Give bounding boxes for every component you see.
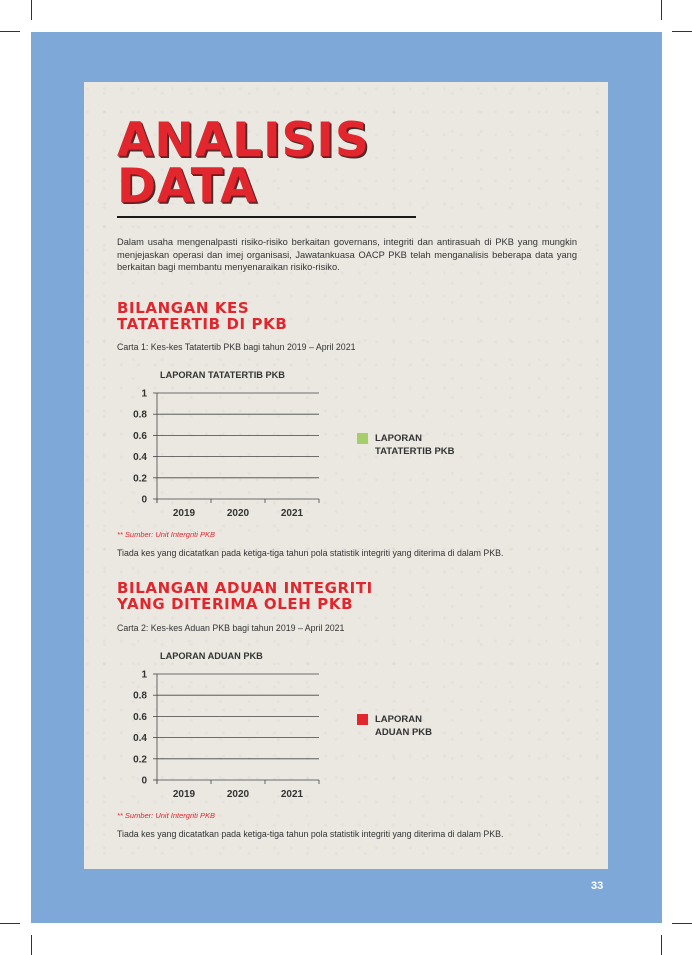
chart1-legend: [357, 432, 455, 458]
title-underline: [117, 216, 416, 218]
x-tick-label: 2019: [172, 789, 196, 800]
section1-heading: [117, 300, 287, 332]
crop-mark: [661, 0, 662, 20]
crop-mark: [0, 31, 20, 32]
crop-mark: [672, 31, 692, 32]
section2-note: Tiada kes yang dicatatkan pada ketiga-tiga tahun pola statistik integriti yang diterima di dalam PKB.: [117, 829, 504, 839]
crop-mark: [31, 0, 32, 20]
chart2-legend-swatch: [357, 714, 368, 725]
crop-mark: [31, 935, 32, 955]
section1-source: ** Sumber: Unit Intergriti PKB: [117, 530, 215, 539]
y-tick-label: 0.8: [133, 409, 147, 421]
y-tick-label: 1: [141, 669, 147, 681]
x-tick-label: 2021: [280, 789, 304, 800]
crop-mark: [661, 935, 662, 955]
y-tick-label: 0.2: [133, 754, 147, 766]
y-tick-label: 0: [141, 775, 147, 787]
crop-mark: [672, 923, 692, 924]
chart1-legend-swatch: [357, 433, 368, 444]
section2-heading: [117, 580, 373, 612]
y-tick-label: 0.2: [133, 473, 147, 485]
section1-heading-line2: TATATERTIB DI PKB: [117, 315, 288, 333]
x-tick-label: 2021: [280, 508, 304, 519]
section2-heading-line2: YANG DITERIMA OLEH PKB: [117, 595, 354, 613]
y-tick-label: 0.4: [133, 452, 147, 464]
section2-caption: Carta 2: Kes-kes Aduan PKB bagi tahun 2019 – April 2021: [117, 623, 345, 633]
section1-note: Tiada kes yang dicatatkan pada ketiga-tiga tahun pola statistik integriti yang diterima di dalam PKB.: [117, 548, 504, 558]
chart2: [117, 664, 332, 804]
chart1: [117, 383, 332, 523]
section1-heading-line1: BILANGAN KES: [117, 299, 250, 317]
page-title: [117, 113, 370, 214]
y-tick-label: 0.6: [133, 430, 147, 442]
y-tick-label: 0.8: [133, 690, 147, 702]
section1-caption: Carta 1: Kes-kes Tatatertib PKB bagi tahun 2019 – April 2021: [117, 342, 356, 352]
y-tick-label: 0.4: [133, 733, 147, 745]
section2-source: ** Sumber: Unit Intergriti PKB: [117, 811, 215, 820]
y-tick-label: 0: [141, 494, 147, 506]
chart1-legend-label: LAPORAN TATATERTIB PKB: [375, 433, 455, 457]
x-tick-label: 2020: [226, 789, 250, 800]
section2-heading-line1: BILANGAN ADUAN INTEGRITI: [117, 579, 373, 597]
y-tick-label: 0.6: [133, 711, 147, 723]
chart1-title: LAPORAN TATATERTIB PKB: [160, 370, 285, 380]
chart2-legend-label: LAPORAN ADUAN PKB: [375, 714, 432, 738]
page-number: 33: [591, 880, 604, 892]
intro-paragraph: Dalam usaha mengenalpasti risiko-risiko berkaitan governans, integriti dan antirasuah di PKB yang mungkin menjejaskan operasi dan imej organisasi, Jawatankuasa OACP PKB telah menganalisis beberapa data yang berkaitan bagi membantu menyenaraikan risiko-risiko.: [117, 237, 577, 272]
page-title-line1: ANALISIS: [117, 113, 370, 168]
y-tick-label: 1: [141, 388, 147, 400]
crop-mark: [0, 923, 20, 924]
chart2-title: LAPORAN ADUAN PKB: [160, 651, 263, 661]
chart2-legend: [357, 713, 455, 739]
page-title-line2: DATA: [117, 159, 258, 214]
x-tick-label: 2020: [226, 508, 250, 519]
x-tick-label: 2019: [172, 508, 196, 519]
